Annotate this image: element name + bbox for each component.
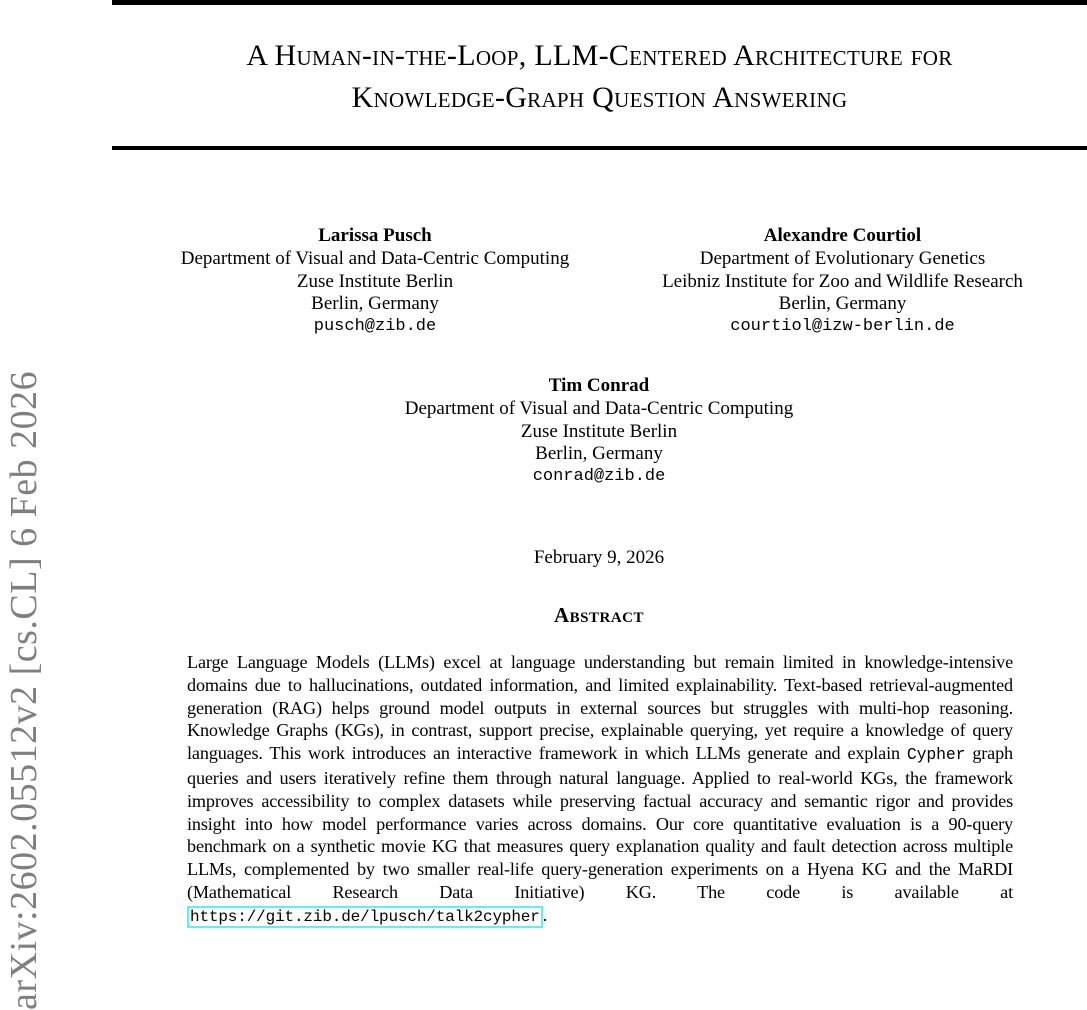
author-email: courtiol@izw-berlin.de bbox=[730, 317, 955, 337]
abstract-part-1: Large Language Models (LLMs) excel at language understanding but remain limited in knowledge-intensive domains due to hallucinations, outdated information, and limited explainability. Text-based retrieval-augmented generation (RAG) helps ground model outputs in external sources but struggles with multi-hop reasoning. Knowledge Graphs (KGs), in contrast, support precise, explainable querying, yet require a knowledge of query languages. This work introduces an interactive framework in which LLMs generate and explain bbox=[187, 652, 1013, 764]
author-block-pusch bbox=[150, 225, 600, 339]
author-department: Department of Visual and Data-Centric Computing bbox=[404, 397, 794, 419]
arxiv-stamp: arXiv:2602.05512v2 [cs.CL] 6 Feb 2026 bbox=[3, 370, 45, 1010]
author-institute: Zuse Institute Berlin bbox=[296, 270, 454, 292]
abstract-code-term: Cypher bbox=[906, 745, 966, 765]
author-block-courtiol bbox=[640, 225, 1045, 339]
author-location: Berlin, Germany bbox=[311, 293, 439, 315]
abstract-text bbox=[187, 651, 1013, 929]
abstract-heading: Abstract bbox=[553, 603, 645, 627]
abstract-part-2: graph queries and users iteratively refine them through natural language. Applied to real-world KGs, the framework improves accessibility to complex datasets while preserving factual accuracy and semantic rigor and provides insight into how model performance varies across domains. Our core quantitative evaluation is a 90-query benchmark on a synthetic movie KG that measures query explanation quality and fault detection across multiple LLMs, complemented by two smaller real-life query-generation experiments on a Hyena KG and the MaRDI (Mathematical Research Data Initiative) KG. The code is available at bbox=[187, 743, 1013, 902]
author-name: Tim Conrad bbox=[548, 375, 650, 396]
author-name: Larissa Pusch bbox=[318, 225, 432, 246]
abstract-end: . bbox=[542, 904, 548, 925]
author-department: Department of Visual and Data-Centric Computing bbox=[180, 247, 570, 269]
author-email: conrad@zib.de bbox=[532, 467, 666, 487]
author-name: Alexandre Courtiol bbox=[763, 225, 922, 246]
author-email: pusch@zib.de bbox=[313, 317, 437, 337]
title-rule-bottom bbox=[112, 146, 1087, 150]
author-block-conrad bbox=[360, 375, 838, 489]
title-line-1: A Human-in-the-Loop, LLM-Centered Architecture for bbox=[246, 39, 953, 72]
code-repository-link[interactable]: https://git.zib.de/lpusch/talk2cypher bbox=[187, 906, 543, 928]
author-location: Berlin, Germany bbox=[535, 443, 663, 465]
author-location: Berlin, Germany bbox=[778, 293, 907, 315]
title-rule-top bbox=[112, 0, 1087, 5]
author-institute: Zuse Institute Berlin bbox=[520, 420, 678, 442]
author-department: Department of Evolutionary Genetics bbox=[699, 247, 986, 269]
author-institute: Leibniz Institute for Zoo and Wildlife Research bbox=[662, 270, 1023, 292]
title-line-2: Knowledge-Graph Question Answering bbox=[351, 81, 848, 114]
paper-date: February 9, 2026 bbox=[533, 547, 665, 568]
paper-title bbox=[112, 35, 1087, 119]
